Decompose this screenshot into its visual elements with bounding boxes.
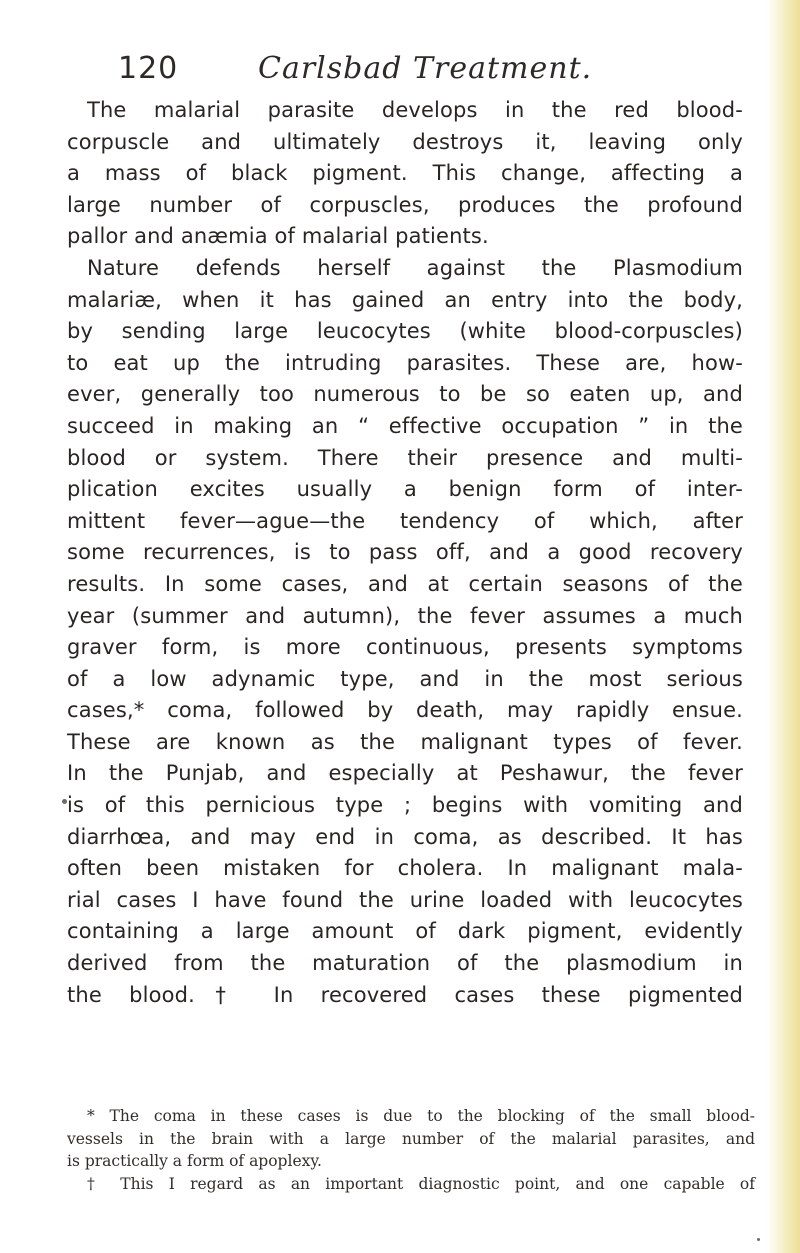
- body-line: ever, generally too numerous to be so eaten up, and: [67, 382, 743, 407]
- body-line: often been mistaken for cholera. In malignant mala-: [67, 856, 743, 881]
- page-header: [0, 47, 800, 97]
- body-line: cases,* coma, followed by death, may rapidly ensue.: [67, 698, 743, 723]
- body-line: the blood.† In recovered cases these pigmented: [67, 982, 743, 1007]
- body-line: of a low adynamic type, and in the most serious: [67, 666, 743, 691]
- body-line: containing a large amount of dark pigment, evidently: [67, 919, 743, 944]
- body-line: to eat up the intruding parasites. These are, how-: [67, 350, 743, 375]
- body-line: mittent fever—ague—the tendency of which, after: [67, 508, 743, 533]
- body-line: rial cases I have found the urine loaded with leucocytes: [67, 887, 743, 912]
- page-number: 120: [118, 51, 179, 86]
- footnote-line: vessels in the brain with a large number of the malarial parasites, and: [67, 1129, 755, 1148]
- body-text: [67, 95, 743, 1011]
- body-line: large number of corpuscles, produces the profound: [67, 192, 743, 217]
- footnotes: [67, 1105, 755, 1195]
- body-line: derived from the maturation of the plasmodium in: [67, 951, 743, 976]
- body-line: some recurrences, is to pass off, and a good recovery: [67, 540, 743, 565]
- footnote-line: is practically a form of apoplexy.: [67, 1152, 322, 1171]
- footnote-line: * The coma in these cases is due to the blocking of the small blood-: [87, 1107, 755, 1125]
- body-line: These are known as the malignant types of fever.: [67, 729, 743, 754]
- body-line: diarrhœa, and may end in coma, as described. It has: [67, 824, 743, 849]
- running-title: Carlsbad Treatment.: [258, 51, 593, 86]
- body-line: corpuscle and ultimately destroys it, leaving only: [67, 129, 743, 154]
- body-line: plication excites usually a benign form of inter-: [67, 477, 743, 502]
- body-line: is of this pernicious type ; begins with vomiting and: [67, 793, 743, 818]
- page-edge-shading: [766, 0, 800, 1253]
- body-line: by sending large leucocytes (white blood-corpuscles): [67, 319, 743, 344]
- body-line: The malarial parasite develops in the red blood-: [87, 98, 743, 122]
- body-line: a mass of black pigment. This change, affecting a: [67, 161, 743, 186]
- body-line: Nature defends herself against the Plasmodium: [87, 255, 743, 280]
- body-line: blood or system. There their presence and multi-: [67, 445, 743, 470]
- body-line: year (summer and autumn), the fever assumes a much: [67, 603, 743, 628]
- body-line: malariæ, when it has gained an entry into the body,: [67, 287, 743, 312]
- scan-speck: [757, 1238, 760, 1241]
- scan-speck: [62, 799, 67, 804]
- footnote-line: † This I regard as an important diagnostic point, and one capable of: [87, 1174, 755, 1193]
- body-line: In the Punjab, and especially at Peshawur, the fever: [67, 761, 743, 786]
- body-line: graver form, is more continuous, presents symptoms: [67, 635, 743, 660]
- body-line: succeed in making an “ effective occupation ” in the: [67, 413, 743, 438]
- body-line: pallor and anæmia of malarial patients.: [67, 224, 489, 249]
- body-line: results. In some cases, and at certain seasons of the: [67, 571, 743, 596]
